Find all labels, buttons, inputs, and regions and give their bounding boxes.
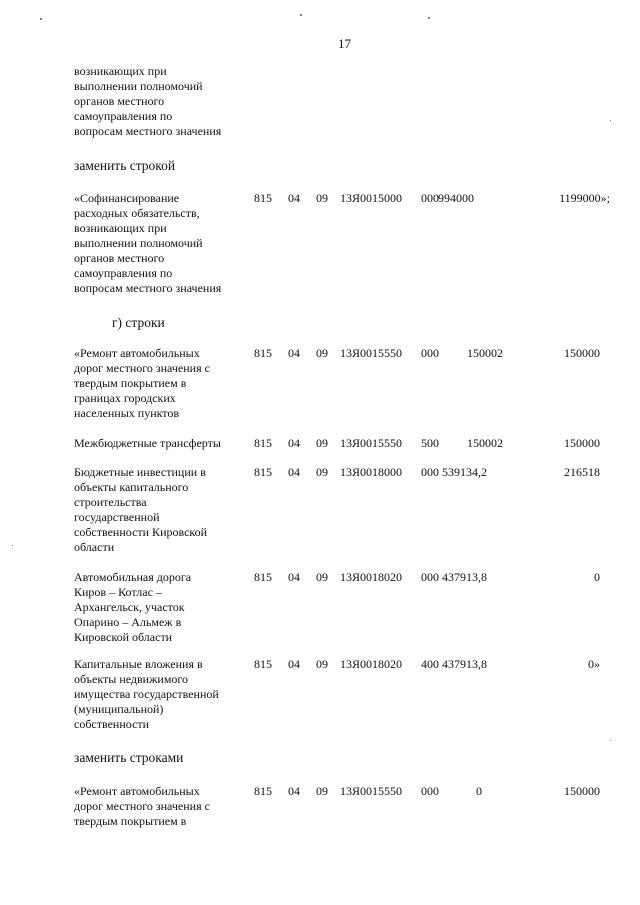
cell-subsection: 09 — [316, 784, 328, 798]
cell-value-1: 437913,8 — [442, 570, 487, 584]
scan-speck — [610, 740, 611, 741]
heading-g: г) строки — [112, 315, 165, 330]
row-name: «Ремонт автомобильных дорог местного значения с твердым покрытием в границах городских населенных пунктов — [74, 346, 210, 420]
row-name: «Ремонт автомобильных дорог местного значения с твердым покрытием в — [74, 784, 210, 828]
row-name: Межбюджетные трансферты — [74, 436, 221, 450]
cell-target: 13Я0015550 — [340, 346, 403, 360]
scan-speck — [610, 120, 611, 121]
cell-value-2: 150000 — [564, 346, 600, 360]
cell-admin: 815 — [254, 570, 272, 584]
cell-admin: 815 — [254, 191, 272, 205]
cell-section: 04 — [288, 191, 300, 205]
cell-expense-type: 000 — [421, 784, 439, 798]
cell-value-1: 150002 — [467, 436, 503, 450]
heading-replace-rows: заменить строками — [74, 750, 184, 765]
scan-speck — [12, 545, 13, 546]
heading-replace-row: заменить строкой — [74, 158, 176, 173]
cell-value-1: 0 — [476, 784, 482, 798]
cell-value-1: 437913,8 — [442, 657, 487, 671]
cell-expense-type: 000 — [421, 570, 439, 584]
cell-subsection: 09 — [316, 570, 328, 584]
cell-value-1: 150002 — [467, 346, 503, 360]
row-name: Капитальные вложения в объекты недвижимого имущества государственной (муниципальной) собственности — [74, 657, 219, 731]
cell-expense-type: 400 — [421, 657, 439, 671]
cell-target: 13Я0015550 — [340, 436, 403, 450]
scan-speck — [300, 14, 302, 16]
cell-expense-type: 000 — [421, 191, 439, 205]
scan-speck — [40, 18, 42, 20]
cell-value-1: 994000 — [438, 191, 474, 205]
page-number: 17 — [338, 36, 351, 51]
cell-value-2: 0» — [588, 657, 600, 671]
cell-target: 13Я0018000 — [340, 465, 403, 479]
cell-section: 04 — [288, 436, 300, 450]
cell-value-2: 1199000»; — [559, 191, 610, 205]
cell-subsection: 09 — [316, 465, 328, 479]
cell-admin: 815 — [254, 436, 272, 450]
cell-admin: 815 — [254, 784, 272, 798]
cell-section: 04 — [288, 346, 300, 360]
cell-target: 13Я0018020 — [340, 657, 403, 671]
cell-subsection: 09 — [316, 191, 328, 205]
cell-value-2: 150000 — [564, 436, 600, 450]
cell-admin: 815 — [254, 465, 272, 479]
row-name: Автомобильная дорога Киров – Котлас – Архангельск, участок Опарино – Альмеж в Кировской области — [74, 570, 192, 644]
cell-target: 13Я0015000 — [340, 191, 403, 205]
row-name: «Софинансирование расходных обязательств, возникающих при выполнении полномочий органов местного самоуправления по вопросам местного значения — [74, 191, 222, 295]
cell-value-1: 539134,2 — [442, 465, 487, 479]
cell-subsection: 09 — [316, 346, 328, 360]
cell-subsection: 09 — [316, 657, 328, 671]
cell-section: 04 — [288, 784, 300, 798]
cell-expense-type: 000 — [421, 346, 439, 360]
cell-section: 04 — [288, 465, 300, 479]
cell-expense-type: 500 — [421, 436, 439, 450]
cell-expense-type: 000 — [421, 465, 439, 479]
cell-admin: 815 — [254, 657, 272, 671]
cell-value-2: 0 — [594, 570, 600, 584]
cell-target: 13Я0018020 — [340, 570, 403, 584]
cell-section: 04 — [288, 570, 300, 584]
cell-target: 13Я0015550 — [340, 784, 403, 798]
continuation-text: возникающих при выполнении полномочий органов местного самоуправления по вопросам местного значения — [74, 64, 222, 138]
row-name: Бюджетные инвестиции в объекты капитального строительства государственной собственности Кировской области — [74, 465, 208, 554]
cell-value-2: 150000 — [564, 784, 600, 798]
cell-section: 04 — [288, 657, 300, 671]
cell-subsection: 09 — [316, 436, 328, 450]
cell-admin: 815 — [254, 346, 272, 360]
cell-value-2: 216518 — [564, 465, 600, 479]
scan-speck — [428, 17, 430, 19]
